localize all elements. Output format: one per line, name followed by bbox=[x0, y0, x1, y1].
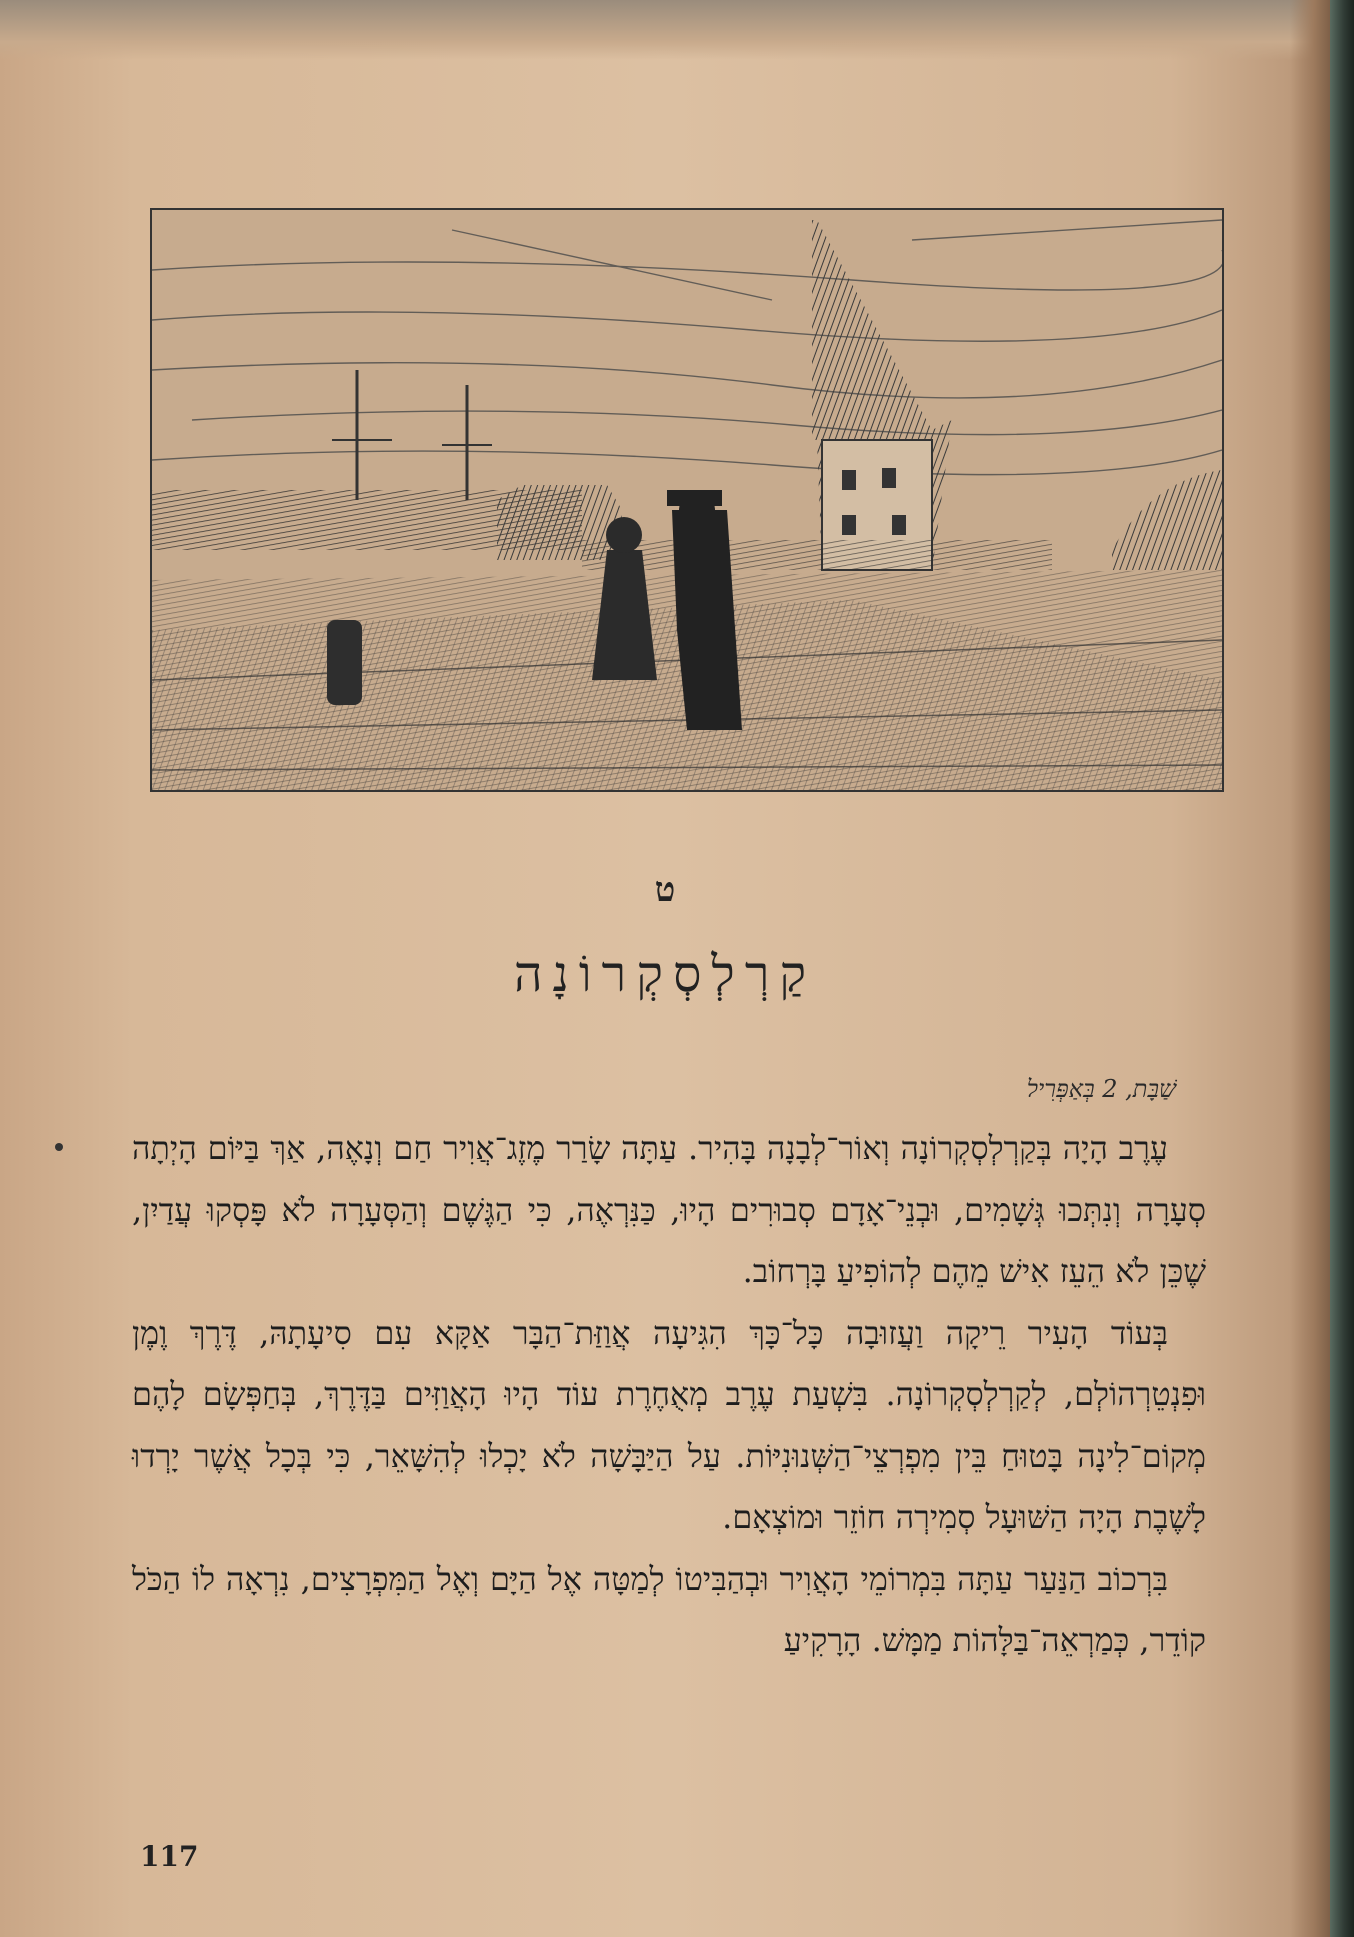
harbor-sketch bbox=[152, 210, 1222, 790]
chapter-body bbox=[132, 1118, 1206, 1672]
harbor-illustration bbox=[150, 208, 1224, 792]
paragraph: בִּרְכוֹב הַנַּעַר עַתָּה בִּמְרוֹמֵי הָאֲוִיר וּבְהַבִּיטוֹ לְמַטָּה אֶל הַיָּם וְאֶל הַמִּפְרָצִים, נִרְאָה לוֹ הַכֹּל קוֹדֵר, כְּמַרְאֵה־בַּלָּהוֹת מַמָּשׁ. הָרָקִיעַ bbox=[132, 1559, 1206, 1659]
chapter-number: ט bbox=[654, 870, 676, 910]
margin-mark bbox=[55, 1143, 63, 1151]
page-top-shadow bbox=[0, 0, 1330, 60]
book-spine bbox=[1330, 0, 1354, 1937]
chapter-title: קַרְלְסְקְרוֹנָה bbox=[513, 945, 817, 1003]
diary-date: שַׁבָּת, 2 בְּאַפְּרִיל bbox=[1026, 1075, 1176, 1103]
paragraph: בְּעוֹד הָעִיר רֵיקָה וַעֲזוּבָה כָּל־כָּךְ הִגִּיעָה אֲוַזַּת־הַבָּר אַקָּא עִם סִיעָתָהּ, דֶּרֶךְ וֶמֶן וּפִנְטֵרְהוֹלְם, לְקַרְלְסְקְרוֹנָה. בִּשְׁעַת עֶרֶב מְאֻחֶרֶת עוֹד הָיוּ הָאֲוַזִּים בַּדֶּרֶךְ, בְּחַפְּשָׂם לָהֶם מְקוֹם־לִינָה בָּטוּחַ בֵּין מִפְרְצֵי־הַשְּׁנוּנִיּוֹת. עַל הַיַּבָּשָׁה לֹא יָכְלוּ לְהִשָּׁאֵר, כִּי בְּכָל אֲשֶׁר יָרְדוּ לָשֶׁבֶת הָיָה הַשּׁוּעָל סְמִירְה חוֹזֵר וּמוֹצְאָם. bbox=[132, 1313, 1206, 1536]
page-number: 117 bbox=[140, 1840, 199, 1873]
paragraph: עֶרֶב הָיָה בְּקַרְלְסְקְרוֹנָה וְאוֹר־לְבָנָה בָּהִיר. עַתָּה שָׂרַר מֶזֶג־אֲוִיר חַם וְנָאֶה, אַךְ בַּיּוֹם הָיְתָה סְעָרָה וְנִתְּכוּ גְּשָׁמִים, וּבְנֵי־אָדָם סְבוּרִים הָיוּ, כַּנִּרְאֶה, כִּי הַגֶּשֶׁם וְהַסְּעָרָה לֹא פָּסְקוּ עֲדַיִן, שֶׁכֵּן לֹא הֵעֵז אִישׁ מֵהֶם לְהוֹפִיעַ בָּרְחוֹב. bbox=[132, 1129, 1206, 1290]
